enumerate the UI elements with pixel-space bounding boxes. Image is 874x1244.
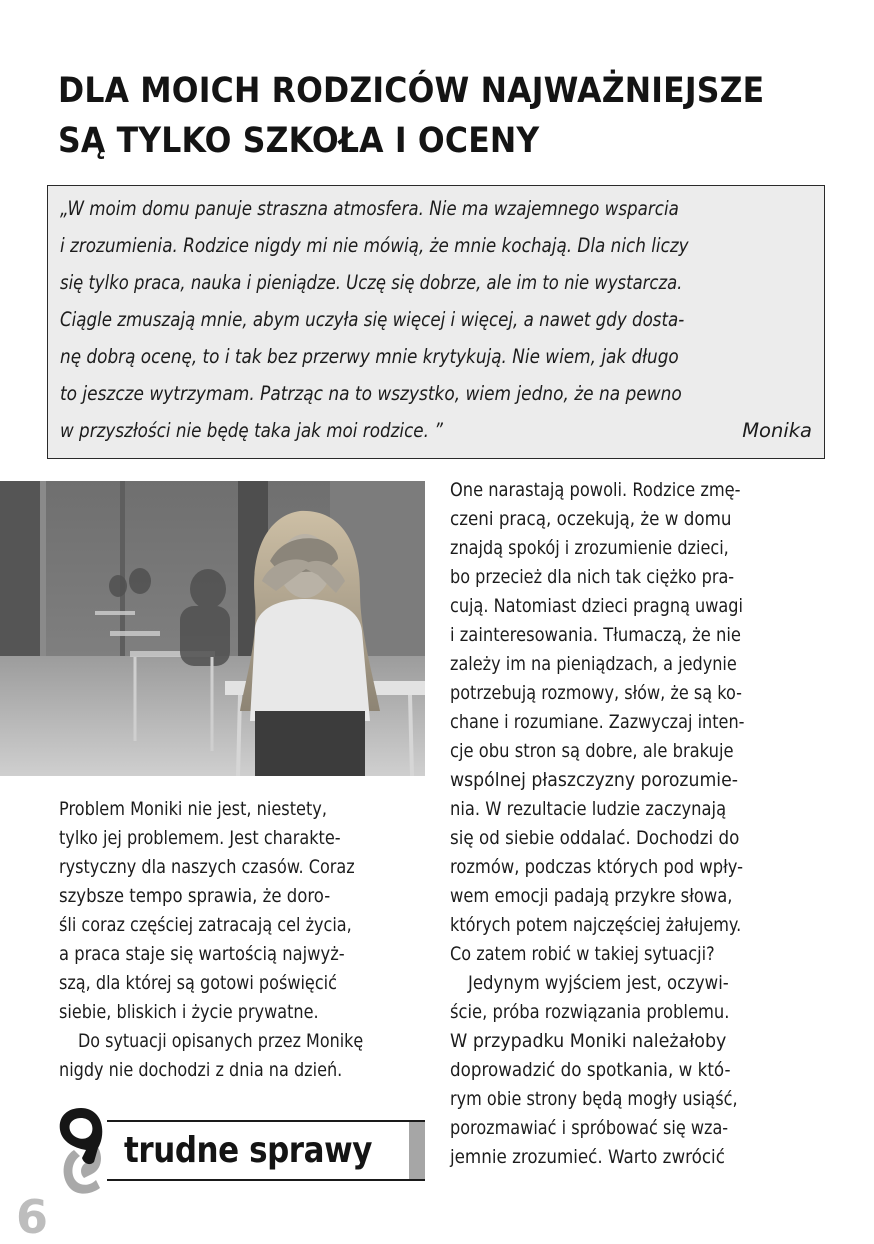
body-line: Jedynym wyjściem jest, oczywi- [468, 972, 729, 994]
body-line: nia. W rezultacie ludzie zaczynają [450, 798, 727, 820]
quote-line: Ciągle zmuszają mnie, abym uczyła się więcej i więcej, a nawet gdy dosta- [60, 308, 685, 331]
body-line: i zainteresowania. Tłumaczą, że nie [450, 624, 741, 646]
body-line: tylko jej problemem. Jest charakte- [59, 827, 341, 849]
quote-line: się tylko praca, nauka i pieniądze. Uczę się dobrze, ale im to nie wystarcza. [60, 271, 683, 294]
brand-name: trudne sprawy [124, 1130, 373, 1171]
ts-logo-icon [56, 1104, 106, 1196]
body-line: potrzebują rozmowy, słów, że są ko- [450, 682, 742, 704]
body-line: czeni pracą, oczekują, że w domu [450, 508, 732, 530]
body-line: cują. Natomiast dzieci pragną uwagi [450, 595, 743, 617]
body-line: Co zatem robić w takiej sytuacji? [450, 943, 715, 965]
body-line: siebie, bliskich i życie prywatne. [59, 1001, 319, 1023]
body-line: śli coraz częściej zatracają cel życia, [59, 914, 352, 936]
page-number: 6 [16, 1190, 49, 1244]
body-line: wem emocji padają przykre słowa, [450, 885, 733, 907]
quote-line: i zrozumienia. Rodzice nigdy mi nie mówią, że mnie kochają. Dla nich liczy [60, 234, 689, 257]
body-line: szą, dla której są gotowi poświęcić [59, 972, 337, 994]
body-line: Problem Moniki nie jest, niestety, [59, 798, 327, 820]
body-line: rozmów, podczas których pod wpły- [450, 856, 744, 878]
title-line: DLA MOICH RODZICÓW NAJWAŻNIEJSZE [58, 71, 765, 111]
body-line: W przypadku Moniki należałoby [450, 1030, 727, 1052]
body-line: znajdą spokój i zrozumienie dzieci, [450, 537, 729, 559]
quote-box [47, 185, 825, 459]
quote-line: to jeszcze wytrzymam. Patrząc na to wszystko, wiem jedno, że na pewno [60, 382, 682, 405]
exam-photo [0, 481, 425, 776]
brand-banner [107, 1120, 425, 1181]
body-line: porozmawiać i spróbować się wza- [450, 1117, 729, 1139]
body-line: doprowadzić do spotkania, w któ- [450, 1059, 731, 1081]
body-line: bo przecież dla nich tak ciężko pra- [450, 566, 735, 588]
body-line: Do sytuacji opisanych przez Monikę [78, 1030, 364, 1052]
body-line: jemnie zrozumieć. Warto zwrócić [450, 1146, 725, 1168]
brand-tab [409, 1122, 425, 1179]
quote-line: nę dobrą ocenę, to i tak bez przerwy mnie krytykują. Nie wiem, jak długo [60, 345, 679, 368]
quote-author: Monika [742, 419, 812, 442]
title-line: SĄ TYLKO SZKOŁA I OCENY [58, 121, 540, 161]
body-line: cje obu stron są dobre, ale brakuje [450, 740, 734, 762]
body-line: ście, próba rozwiązania problemu. [450, 1001, 730, 1023]
body-line: się od siebie oddalać. Dochodzi do [450, 827, 740, 849]
body-line: zależy im na pieniądzach, a jedynie [450, 653, 737, 675]
body-line: nigdy nie dochodzi z dnia na dzień. [59, 1059, 343, 1081]
body-line: wspólnej płaszczyzny porozumie- [450, 769, 738, 791]
article-title [58, 66, 769, 166]
body-line: rystyczny dla naszych czasów. Coraz [59, 856, 355, 878]
body-line: One narastają powoli. Rodzice zmę- [450, 479, 741, 501]
body-line: szybsze tempo sprawia, że doro- [59, 885, 331, 907]
body-line: chane i rozumiane. Zazwyczaj inten- [450, 711, 745, 733]
body-line: rym obie strony będą mogły usiąść, [450, 1088, 738, 1110]
quote-line: w przyszłości nie będę taka jak moi rodzice. ” [60, 419, 443, 442]
body-line: których potem najczęściej żałujemy. [450, 914, 742, 936]
quote-line: „W moim domu panuje straszna atmosfera. Nie ma wzajemnego wsparcia [60, 197, 679, 220]
body-line: a praca staje się wartością najwyż- [59, 943, 345, 965]
